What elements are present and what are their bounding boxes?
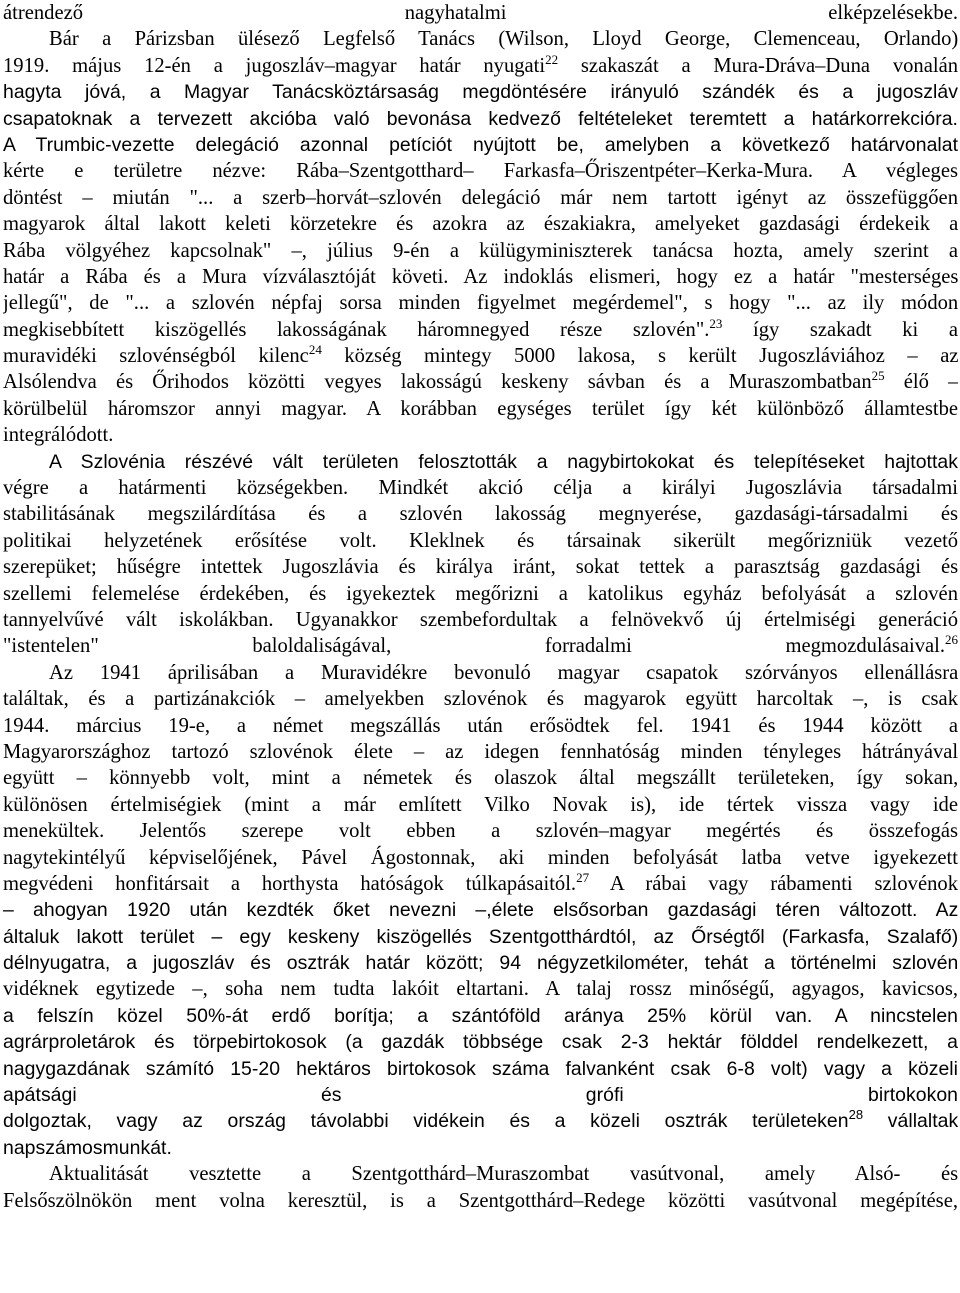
footnote-reference: 28 bbox=[848, 1108, 864, 1123]
line-text: dolgoztak, vagy az ország távolabbi vidékein és a közeli osztrák területeken bbox=[3, 1110, 849, 1133]
text-line bbox=[3, 818, 958, 844]
footnote-reference: 27 bbox=[576, 870, 590, 885]
footnote-reference: 24 bbox=[308, 343, 322, 358]
line-text-continued: község mintegy 5000 lakosa, s került Jugoszláviához – az bbox=[321, 345, 958, 368]
text-line bbox=[3, 607, 958, 633]
line-text: nagytekintélyű képviselőjének, Pável Ágostonnak, aki minden befolyását latba vetve igyekezett bbox=[3, 846, 958, 869]
text-line bbox=[3, 211, 958, 237]
text-line bbox=[3, 396, 958, 422]
text-line bbox=[3, 501, 958, 527]
footnote-reference: 23 bbox=[709, 316, 723, 331]
line-text: "istentelen" baloldaliságával, forradalmi megmozdulásaival. bbox=[3, 635, 945, 658]
line-text: agrárproletárok és törpebirtokosok (a gazdák többsége csak 2-3 hektár földdel rendelkezett, a bbox=[3, 1031, 958, 1054]
line-text: integrálódott. bbox=[3, 424, 114, 447]
line-text-continued: vállaltak bbox=[863, 1110, 958, 1133]
line-text: 1944. március 19-e, a német megszállás után erősödtek fel. 1941 és 1944 között a bbox=[3, 714, 958, 737]
line-text: döntést – miután "... a szerb–horvát–szlovén delegáció már nem tartott igényt az összefüggően bbox=[3, 186, 958, 209]
line-text: szellemi felemelése érdekében, és igyekeztek megőrizni a katolikus egyház befolyását a szlovén bbox=[3, 582, 958, 605]
line-text: hagyta jóvá, a Magyar Tanácsköztársaság megdöntésére irányuló szándék és a jugoszláv bbox=[3, 81, 958, 104]
text-line bbox=[3, 369, 958, 395]
text-line bbox=[3, 581, 958, 607]
text-line bbox=[3, 633, 958, 659]
text-line bbox=[3, 950, 958, 976]
text-line bbox=[3, 1161, 958, 1187]
line-text: körülbelül háromszor annyi magyar. A korábban egységes terület így két különböző államtestbe bbox=[3, 397, 958, 420]
line-text: határ a Rába és a Mura vízválasztóját követi. Az indoklás elismeri, hogy ez a határ "mesterséges bbox=[3, 265, 958, 288]
text-line bbox=[3, 0, 958, 26]
text-line bbox=[3, 871, 958, 897]
line-text: – ahogyan 1920 után kezdték őket nevezni –,élete elsősorban gazdasági téren változott. Az bbox=[3, 899, 958, 922]
footnote-reference: 26 bbox=[945, 633, 958, 648]
line-text: megvédeni honfitársait a horthysta hatóságok túlkapásaitól. bbox=[3, 872, 577, 895]
text-line bbox=[3, 1135, 958, 1161]
line-text: menekültek. Jelentős szerepe volt ebben a szlovén–magyar megértés és összefogás bbox=[3, 820, 958, 843]
text-line bbox=[3, 713, 958, 739]
text-line bbox=[3, 79, 958, 105]
text-line bbox=[3, 185, 958, 211]
line-text: Rába völgyéhez kapcsolnak" –, július 9-én a külügyminiszterek tanácsa hozta, amely szerint a bbox=[3, 239, 958, 262]
text-line bbox=[3, 26, 958, 52]
line-text: Bár a Párizsban ülésező Legfelső Tanács (Wilson, Lloyd George, Clemenceau, Orlando) bbox=[49, 28, 958, 51]
line-text: csapatoknak a tervezett akcióba való bevonása kedvező feltételeket teremtett a határkorrekcióra. bbox=[3, 107, 958, 130]
line-text: Aktualitását vesztette a Szentgotthárd–Muraszombat vasútvonal, amely Alsó- és bbox=[49, 1163, 958, 1186]
text-line bbox=[3, 1029, 958, 1055]
text-line bbox=[3, 290, 958, 316]
line-text: nagygazdának számító 15-20 hektáros birtokosok száma falvanként csak 6-8 volt) vagy a közeli bbox=[3, 1057, 958, 1080]
text-line bbox=[3, 238, 958, 264]
line-text: stabilitásának megszilárdítása és a szlovén lakosság megnyerése, gazdasági-társadalmi és bbox=[3, 503, 958, 526]
line-text: kérte e területre nézve: Rába–Szentgotthard– Farkasfa–Őriszentpéter–Kerka-Mura. A végleges bbox=[3, 160, 958, 183]
footnote-reference: 22 bbox=[545, 52, 559, 67]
line-text: különösen értelmiségiek (mint a már említett Vilko Novak is), ide tértek vissza vagy ide bbox=[3, 793, 958, 816]
text-line bbox=[3, 264, 958, 290]
text-line bbox=[3, 53, 958, 79]
line-text: a felszín közel 50%-át erdő borítja; a szántóföld aránya 25% körül van. A nincstelen bbox=[3, 1004, 958, 1027]
text-line bbox=[3, 1108, 958, 1134]
line-text: A Trumbic-vezette delegáció azonnal petíciót nyújtott be, amelyben a következő határvonalat bbox=[3, 133, 958, 156]
text-line bbox=[3, 924, 958, 950]
text-line bbox=[3, 554, 958, 580]
line-text: Magyarországhoz tartozó szlovénok élete – az idegen fennhatóság minden tényleges hátrányával bbox=[3, 740, 958, 763]
line-text: általuk lakott terület – egy keskeny kiszögellés Szentgotthárdtól, az Őrségtől (Farkasfa, Szalafő) bbox=[3, 925, 958, 948]
line-text: végre a határmenti községekben. Mindkét akció célja a királyi Jugoszlávia társadalmi bbox=[3, 477, 958, 500]
line-text: magyarok által lakott keleti körzetekre és azokra az északiakra, amelyeket gazdasági érdekeik a bbox=[3, 213, 958, 236]
text-line bbox=[3, 1082, 958, 1108]
text-line bbox=[3, 686, 958, 712]
line-text: vidéknek egytizede –, soha nem tudta lakóit eltartani. A talaj rossz minőségű, agyagos, kavicsos, bbox=[3, 978, 958, 1001]
line-text: Felsőszölnökön ment volna keresztül, is a Szentgotthárd–Redege közötti vasútvonal megépítése, bbox=[3, 1189, 958, 1212]
line-text: megkisebbített kiszögellés lakosságának háromnegyed része szlovén". bbox=[3, 318, 710, 341]
line-text: napszámosmunkát. bbox=[3, 1136, 172, 1159]
text-line bbox=[3, 765, 958, 791]
line-text: 1919. május 12-én a jugoszláv–magyar határ nyugati bbox=[3, 54, 546, 77]
text-line bbox=[3, 158, 958, 184]
text-line bbox=[3, 528, 958, 554]
line-text-continued: élő – bbox=[884, 371, 958, 394]
text-line bbox=[3, 1056, 958, 1082]
line-text: jellegű", de "... a szlovén népfaj sorsa minden figyelmet megérdemel", s hogy "... az ily módon bbox=[3, 292, 958, 315]
text-line bbox=[3, 660, 958, 686]
line-text: muravidéki szlovénségból kilenc bbox=[3, 345, 309, 368]
text-line bbox=[3, 1003, 958, 1029]
line-text: szerepüket; hűségre intettek Jugoszlávia és királya iránt, sokat tettek a parasztság gazdasági és bbox=[3, 556, 958, 579]
line-text-continued: így szakadt ki a bbox=[722, 318, 958, 341]
line-text: átrendező nagyhatalmi elképzelésekbe. bbox=[3, 2, 958, 24]
text-line bbox=[3, 1188, 958, 1214]
line-text: délnyugatra, a jugoszláv és osztrák határ között; 94 négyzetkilométer, tehát a történelmi szlovén bbox=[3, 952, 958, 975]
line-text-continued: A rábai vagy rábamenti szlovénok bbox=[589, 872, 958, 895]
text-line bbox=[3, 422, 958, 448]
text-line bbox=[3, 317, 958, 343]
line-text: politikai helyzetének erősítése volt. Kleklnek és társainak sikerült megőrizniük vezető bbox=[3, 529, 958, 552]
text-line bbox=[3, 106, 958, 132]
text-line bbox=[3, 897, 958, 923]
text-line bbox=[3, 845, 958, 871]
line-text-continued: szakaszát a Mura-Dráva–Duna vonalán bbox=[558, 54, 958, 77]
line-text: Az 1941 áprilisában a Muravidékre bevonuló magyar csapatok szórványos ellenállásra bbox=[49, 661, 958, 684]
text-line bbox=[3, 739, 958, 765]
line-text: apátsági és grófi birtokokon bbox=[3, 1084, 958, 1107]
line-text: együtt – könnyebb volt, mint a németek és olaszok által megszállt területeken, így sokan, bbox=[3, 767, 958, 790]
line-text: A Szlovénia részévé vált területen felosztották a nagybirtokokat és telepítéseket hajtottak bbox=[49, 450, 958, 473]
line-text: Alsólendva és Őrihodos közötti vegyes lakosságú keskeny sávban és a Muraszombatban bbox=[3, 371, 872, 394]
text-line bbox=[3, 976, 958, 1002]
text-line bbox=[3, 132, 958, 158]
text-line bbox=[3, 475, 958, 501]
text-line bbox=[3, 449, 958, 475]
text-line bbox=[3, 343, 958, 369]
line-text: találtak, és a partizánakciók – amelyekben szlovénok és magyarok együtt harcoltak –, is csak bbox=[3, 688, 958, 711]
footnote-reference: 25 bbox=[871, 369, 885, 384]
line-text: tannyelvűvé vált iskolákban. Ugyanakkor szembefordultak a felnövekvő új értelmiségi generáció bbox=[3, 608, 958, 631]
text-line bbox=[3, 792, 958, 818]
